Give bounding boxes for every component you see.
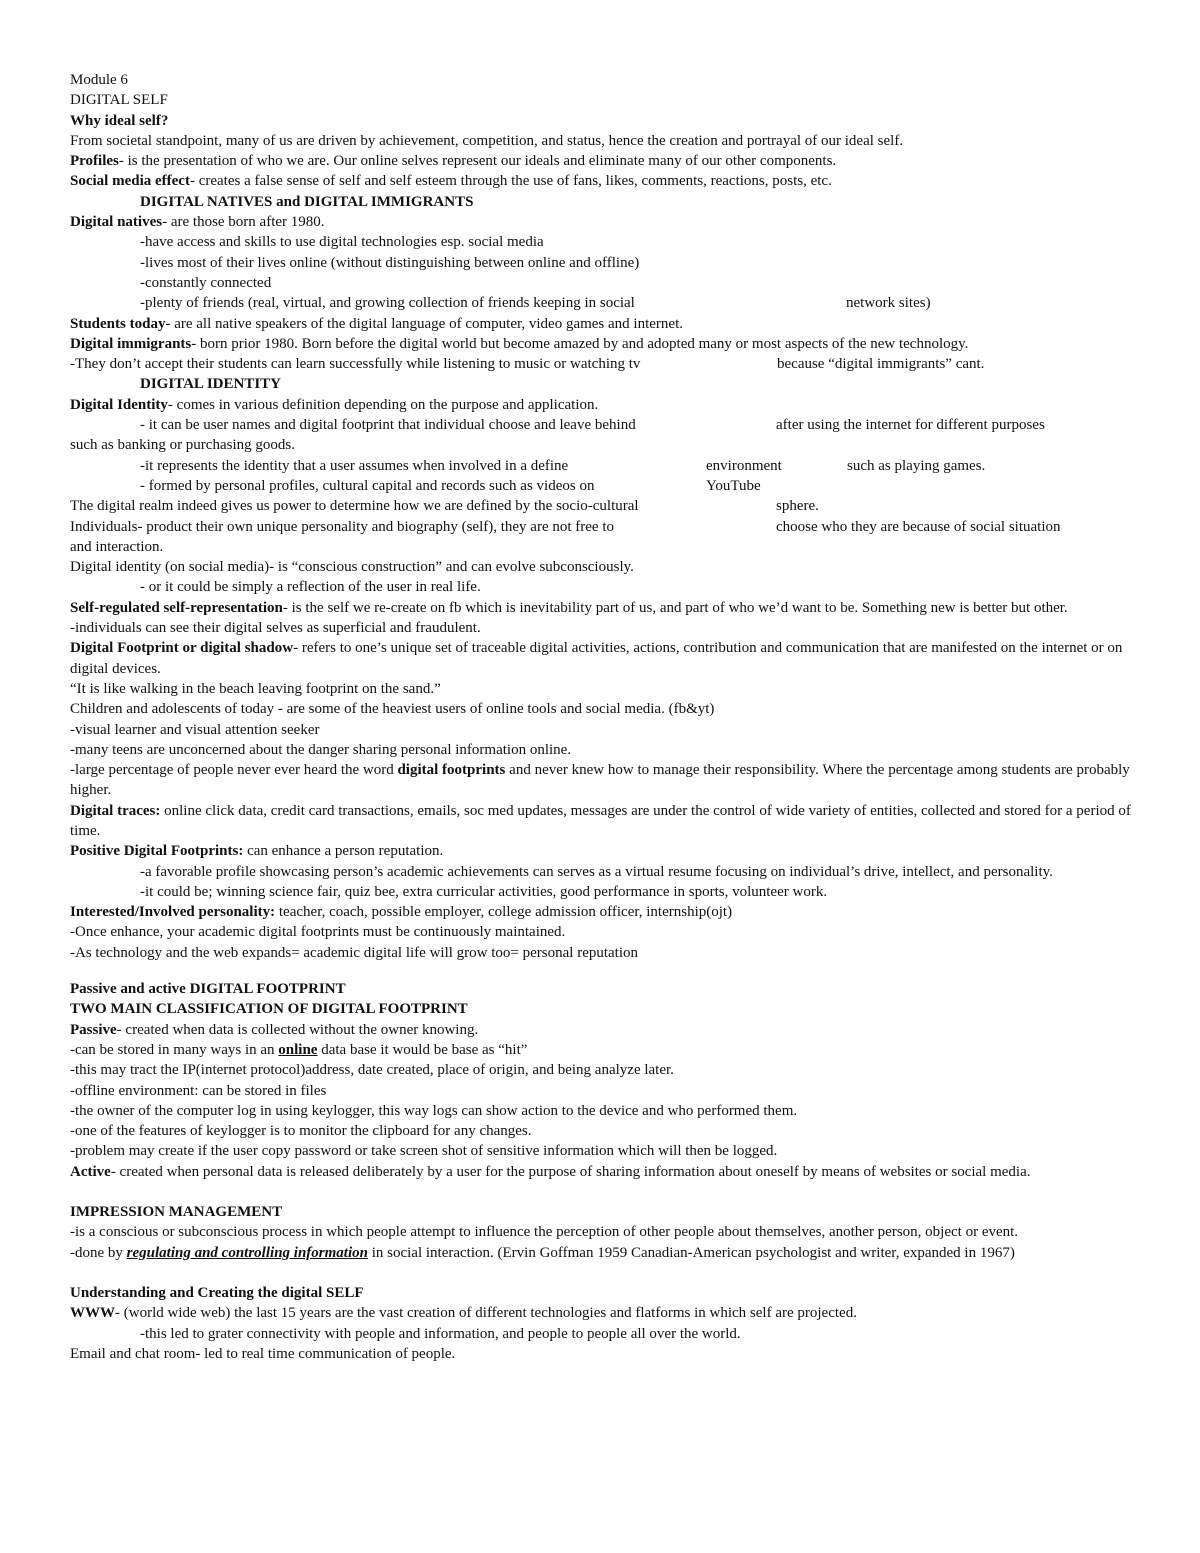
www-text: - (world wide web) the last 15 years are the vast creation of different technologies and flatforms in which self are projected. [115,1305,857,1322]
impression-bullet-1: -is a conscious or subconscious process in which people attempt to influence the perception of other people about themselves, another person, object or event. [70,1224,1019,1241]
children-sentence: Children and adolescents of today - are some of the heaviest users of online tools and social media. (fb&yt) [70,701,715,718]
www-bullet-1: -this led to grater connectivity with people and information, and people to people all over the world. [140,1325,741,1342]
impression-bullet-2 [70,1243,1135,1263]
digital-immigrants-label: Digital immigrants [70,335,192,352]
passive-text: - created when data is collected without the owner knowing. [116,1021,479,1038]
natives-bullet-4 [70,293,1135,313]
active-paragraph [70,1162,1135,1182]
identity-bullet-2-part-b: environment [706,457,782,474]
natives-bullet-2: -lives most of their lives online (without distinguishing between online and offline) [140,254,640,271]
regulating-information-term: regulating and controlling information [126,1244,368,1261]
digital-realm-sentence [70,496,1135,516]
digital-identity-label: Digital Identity [70,396,168,413]
once-enhance-sentence: -Once enhance, your academic digital footprints must be continuously maintained. [70,924,566,941]
identity-bullet-1 [70,415,1135,435]
www-label: WWW [70,1305,115,1322]
self-representation-label: Self-regulated self-representation [70,599,283,616]
digital-immigrants-text: - born prior 1980. Born before the digital world but become amazed by and adopted many or most aspects of the new technology. [191,335,969,352]
digital-traces-paragraph [70,801,1135,842]
profiles-text: - is the presentation of who we are. Our online selves represent our ideals and eliminate many of our other components. [118,153,837,170]
profiles-paragraph [70,151,1135,171]
children-bullet-2: -many teens are unconcerned about the danger sharing personal information online. [70,741,572,758]
digital-identity-paragraph [70,395,1135,415]
digital-footprint-text: - refers to one’s unique set of traceable digital activities, actions, contribution and communication that are manifested on the internet or on digital devices. [70,640,1123,677]
passive-bullet-3: -offline environment: can be stored in files [70,1082,327,1099]
passive-label: Passive [70,1021,117,1038]
passive-bullet-5: -one of the features of keylogger is to monitor the clipboard for any changes. [70,1123,532,1140]
impression-management-heading: IMPRESSION MANAGEMENT [70,1204,283,1221]
positive-bullet-2: -it could be; winning science fair, quiz bee, extra curricular activities, good performance in sports, volunteer work. [140,883,828,900]
digital-natives-text: - are those born after 1980. [162,214,325,231]
immigrants-bullet-1-part-b: because “digital immigrants” cant. [777,356,985,373]
passive-bullet-1-part-a: -can be stored in many ways in an [70,1041,275,1058]
individuals-part-b: choose who they are because of social situation [776,518,1061,535]
understanding-heading: Understanding and Creating the digital SELF [70,1284,364,1301]
passive-paragraph [70,1020,1135,1040]
individuals-continued: and interaction. [70,538,164,555]
social-media-effect-paragraph [70,171,1135,191]
impression-bullet-2-part-a: -done by [70,1244,123,1261]
students-today-text: - are all native speakers of the digital language of computer, video games and internet. [165,315,683,332]
digital-footprints-term: digital footprints [397,762,506,779]
digital-footprint-paragraph [70,638,1135,679]
positive-bullet-1: -a favorable profile showcasing person’s academic achievements can serves as a virtual resume focusing on individual’s drive, intellect, and personality. [140,863,1053,880]
passive-bullet-6: -problem may create if the user copy password or take screen shot of sensitive information which will then be logged. [70,1143,778,1160]
as-technology-sentence: -As technology and the web expands= academic digital life will grow too= personal reputation [70,944,639,961]
passive-bullet-1-part-b: data base it would be base as “hit” [321,1041,528,1058]
identity-bullet-1-part-a: - it can be user names and digital footprint that individual choose and leave behind [140,417,636,434]
digital-traces-label: Digital traces: [70,802,161,819]
two-main-classification-heading: TWO MAIN CLASSIFICATION OF DIGITAL FOOTPRINT [70,1001,468,1018]
students-today-paragraph [70,314,1135,334]
immigrants-bullet-1 [70,354,1135,374]
why-ideal-self-heading: Why ideal self? [70,112,169,129]
natives-immigrants-heading: DIGITAL NATIVES and DIGITAL IMMIGRANTS [140,193,474,210]
digital-identity-text: - comes in various definition depending on the purpose and application. [167,396,599,413]
children-bullet-3 [70,760,1135,801]
digital-natives-label: Digital natives [70,214,163,231]
digital-footprint-label: Digital Footprint or digital shadow [70,640,294,657]
active-text: - created when personal data is released deliberately by a user for the purpose of sharing information about oneself by means of websites or social media. [110,1163,1031,1180]
online-term: online [278,1041,318,1058]
document-page [70,70,1135,1364]
natives-bullet-4-part-b: network sites) [846,295,931,312]
identity-bullet-2 [70,456,1135,476]
social-identity-bullet-1: - or it could be simply a reflection of the user in real life. [140,579,481,596]
beach-quote: “It is like walking in the beach leaving footprint on the sand.” [70,680,441,697]
children-bullet-3-part-a: -large percentage of people never ever heard the word [70,762,394,779]
interested-label: Interested/Involved personality: [70,904,276,921]
email-chat-sentence: Email and chat room- led to real time communication of people. [70,1345,456,1362]
www-paragraph [70,1303,1135,1323]
social-identity-sentence: Digital identity (on social media)- is “conscious construction” and can evolve subconsciously. [70,559,634,576]
spacer [70,1263,1135,1283]
individuals-sentence [70,517,1135,537]
digital-realm-part-b: sphere. [776,498,819,515]
self-representation-paragraph [70,598,1135,618]
social-media-effect-label: Social media effect [70,173,190,190]
identity-bullet-3-part-a: - formed by personal profiles, cultural capital and records such as videos on [140,477,595,494]
digital-natives-paragraph [70,212,1135,232]
module-number: Module 6 [70,72,128,88]
children-bullet-1: -visual learner and visual attention seeker [70,721,320,738]
natives-bullet-4-part-a: -plenty of friends (real, virtual, and growing collection of friends keeping in social [140,295,635,312]
positive-footprints-text: can enhance a person reputation. [247,843,444,860]
impression-bullet-2-part-b: in social interaction. (Ervin Goffman 1959 Canadian-American psychologist and writer, expanded in 1967) [371,1244,1015,1261]
passive-active-heading: Passive and active DIGITAL FOOTPRINT [70,981,346,998]
passive-bullet-2: -this may tract the IP(internet protocol)address, date created, place of origin, and being analyze later. [70,1062,674,1079]
digital-immigrants-paragraph [70,334,1135,354]
document-title: DIGITAL SELF [70,92,168,109]
positive-footprints-paragraph [70,841,1135,861]
identity-bullet-3-part-b: YouTube [706,477,761,494]
self-representation-text: - is the self we re-create on fb which is inevitability part of us, and part of who we’d want to be. Something new is better but other. [282,599,1068,616]
students-today-label: Students today [70,315,166,332]
natives-bullet-1: -have access and skills to use digital technologies esp. social media [140,234,544,251]
passive-bullet-4: -the owner of the computer log in using keylogger, this way logs can show action to the device and who performed them. [70,1102,798,1119]
spacer [70,1182,1135,1202]
social-media-effect-text: - creates a false sense of self and self esteem through the use of fans, likes, comments, reactions, posts, etc. [189,173,832,190]
immigrants-bullet-1-part-a: -They don’t accept their students can learn successfully while listening to music or watching tv [70,356,641,373]
identity-bullet-2-part-c: such as playing games. [847,457,986,474]
digital-identity-heading: DIGITAL IDENTITY [140,376,282,393]
identity-bullet-2-part-a: -it represents the identity that a user assumes when involved in a define [140,457,569,474]
self-representation-bullet-1: -individuals can see their digital selves as superficial and fraudulent. [70,620,481,637]
passive-bullet-1 [70,1040,1135,1060]
why-ideal-self-text: From societal standpoint, many of us are driven by achievement, competition, and status, hence the creation and portrayal of our ideal self. [70,132,904,149]
digital-realm-part-a: The digital realm indeed gives us power to determine how we are defined by the socio-cultural [70,498,639,515]
spacer [70,963,1135,979]
profiles-label: Profiles [70,153,119,170]
identity-bullet-1-continued: such as banking or purchasing goods. [70,437,295,454]
children-bullet-3-part-b: and never knew how to manage their responsibility. Where the percentage among students are probably higher. [70,762,1130,799]
identity-bullet-3 [70,476,1135,496]
active-label: Active [70,1163,111,1180]
interested-text: teacher, coach, possible employer, college admission officer, internship(ojt) [278,904,733,921]
identity-bullet-1-part-b: after using the internet for different purposes [776,417,1045,434]
positive-footprints-label: Positive Digital Footprints: [70,843,244,860]
individuals-part-a: Individuals- product their own unique personality and biography (self), they are not free to [70,518,615,535]
digital-traces-text: online click data, credit card transactions, emails, soc med updates, messages are under the control of wide variety of entities, collected and stored for a period of time. [70,802,1131,839]
natives-bullet-3: -constantly connected [140,274,272,291]
interested-paragraph [70,902,1135,922]
